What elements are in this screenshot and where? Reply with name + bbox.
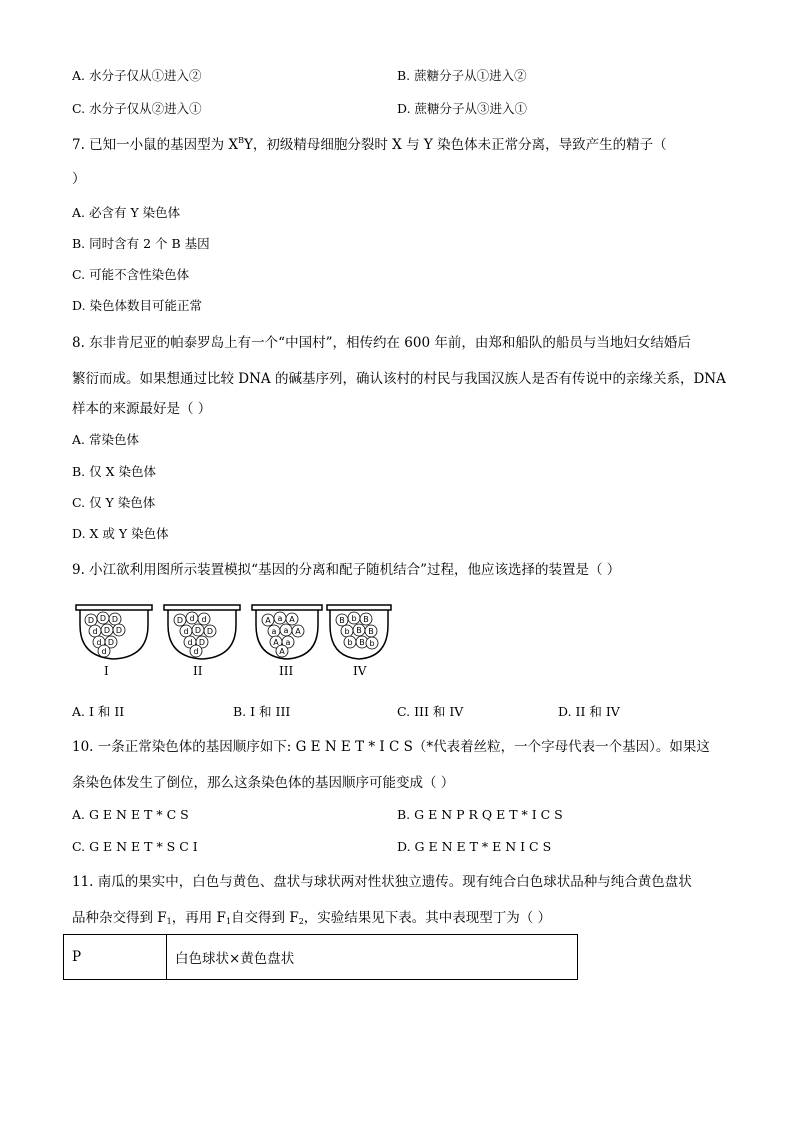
urn-i-figure (74, 603, 154, 663)
q7-option-d: D. 染色体数目可能正常 (72, 298, 203, 313)
urn-ball: d (96, 638, 102, 647)
urn-ball: D (194, 626, 202, 635)
urn-ball: b (344, 627, 350, 636)
q9-option-b: B. I 和 III (233, 704, 291, 719)
urn-ball: D (176, 616, 184, 625)
q6-option-c: C. 水分子仅从②进入① (72, 101, 202, 116)
q8-stem-line1: 8. 东非肯尼亚的帕泰罗岛上有一个“中国村”，相传约在 600 年前，由郑和船队的船员与当地妇女结婚后 (72, 335, 691, 351)
urn-ball: B (339, 616, 345, 625)
urn-ball: D (111, 615, 119, 624)
urn-iii-figure (250, 603, 324, 663)
urn-ball: D (87, 616, 95, 625)
q10-option-a: A. G E N E T * C S (72, 807, 189, 822)
q9-option-a: A. I 和 II (72, 704, 125, 719)
q7-stem-line2: ） (72, 171, 86, 187)
urn-ball: a (283, 626, 289, 635)
q8-stem-line3: 样本的来源最好是（ ） (72, 401, 212, 417)
q10-stem-line1: 10. 一条正常染色体的基因顺序如下: G E N E T * I C S（*代表着丝粒，一个字母代表一个基因）。如果这 (72, 739, 710, 755)
urn-ball: a (285, 638, 291, 647)
urn-ball: B (363, 615, 369, 624)
q8-option-b: B. 仅 X 染色体 (72, 464, 156, 479)
urn-ball: A (295, 627, 301, 636)
urn-ball: B (359, 638, 365, 647)
q10-option-b: B. G E N P R Q E T * I C S (397, 807, 563, 822)
q7-option-a: A. 必含有 Y 染色体 (72, 205, 181, 220)
urn-label-ii: II (193, 664, 203, 678)
urn-ball: d (92, 627, 98, 636)
urn-iv-figure (325, 603, 393, 663)
q9-option-d: D. II 和 IV (558, 704, 620, 719)
urn-ball: D (115, 626, 123, 635)
urn-label-i: I (104, 664, 109, 678)
q6-option-d: D. 蔗糖分子从③进入① (397, 101, 528, 116)
q8-option-d: D. X 或 Y 染色体 (72, 526, 169, 541)
q10-option-c: C. G E N E T * S C I (72, 839, 198, 854)
q7-option-c: C. 可能不含性染色体 (72, 267, 190, 282)
urn-ball: d (183, 627, 189, 636)
table-cell-p-value: 白色球状×黄色盘状 (167, 935, 578, 980)
urn-ball: D (99, 614, 107, 623)
table-row (64, 935, 578, 980)
q9-stem: 9. 小江欲利用图所示装置模拟“基因的分离和配子随机结合”过程，他应该选择的装置是（ ） (72, 562, 621, 578)
urn-ball: b (347, 638, 353, 647)
urn-ball: A (265, 616, 271, 625)
urn-ball: d (187, 638, 193, 647)
urn-ball: B (356, 626, 362, 635)
urn-label-iii: III (279, 664, 294, 678)
q7-stem: 7. 已知一小鼠的基因型为 $X^BY$，初级精母细胞分裂时 X 与 Y 染色体未正常分离，导致产生的精子（ (72, 136, 667, 153)
urn-ball: D (107, 638, 115, 647)
q11-results-table (63, 934, 578, 980)
q8-stem-line2: 繁衍而成。如果想通过比较 DNA 的碱基序列，确认该村的村民与我国汉族人是否有传说中的亲缘关系，DNA (72, 371, 726, 387)
q10-option-d: D. G E N E T * E N I C S (397, 839, 552, 854)
urn-ball: a (271, 627, 277, 636)
urn-ball: b (351, 614, 357, 623)
urn-ball: d (201, 615, 207, 624)
q7-option-b: B. 同时含有 2 个 B 基因 (72, 236, 210, 251)
q11-stem-line1: 11. 南瓜的果实中，白色与黄色、盘状与球状两对性状独立遗传。现有纯合白色球状品种与纯合黄色盘状 (72, 874, 692, 890)
urn-ball: A (273, 638, 279, 647)
urn-ball: a (277, 614, 283, 623)
urn-ball: D (206, 627, 214, 636)
urn-ball: D (198, 638, 206, 647)
urn-ii-figure (162, 603, 242, 663)
urn-ball: b (369, 639, 375, 648)
q6-option-b: B. 蔗糖分子从①进入② (397, 68, 527, 83)
table-cell-p-label: P (64, 935, 167, 980)
urn-ball: B (368, 627, 374, 636)
urn-ball: d (193, 647, 199, 656)
urn-ball: d (189, 614, 195, 623)
urn-ball: A (289, 615, 295, 624)
q10-stem-line2: 条染色体发生了倒位，那么这条染色体的基因顺序可能变成（ ） (72, 775, 455, 791)
q8-option-c: C. 仅 Y 染色体 (72, 495, 156, 510)
q8-option-a: A. 常染色体 (72, 432, 139, 447)
q9-option-c: C. III 和 IV (397, 704, 464, 719)
q6-option-a: A. 水分子仅从①进入② (72, 68, 202, 83)
urn-label-iv: IV (353, 664, 367, 678)
urn-ball: d (101, 647, 107, 656)
q11-stem-line2: 品种杂交得到 $F_1$，再用 $F_1$自交得到 $F_2$，实验结果见下表。其中表现型丁为（ ） (72, 910, 552, 926)
urn-ball: D (103, 626, 111, 635)
urn-ball: A (279, 647, 285, 656)
